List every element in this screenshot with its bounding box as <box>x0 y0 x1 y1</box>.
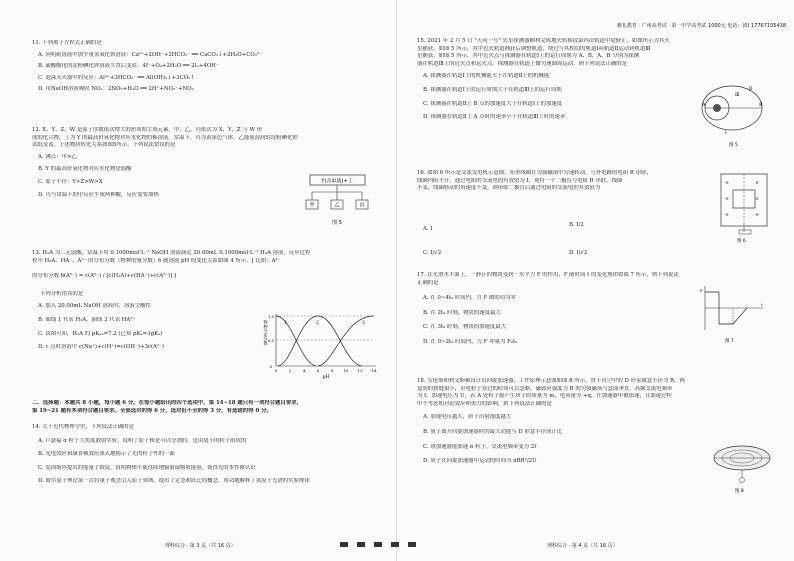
q13-xtick-label: 14 <box>371 368 377 373</box>
q15-option-b: B. 探测器在轨道Ⅰ上的运行周期大于在轨道Ⅲ上的运行周期 <box>423 86 562 93</box>
section-2-instructions <box>32 400 392 415</box>
q13-curve-2: 2 <box>316 321 319 326</box>
registration-mark <box>357 542 365 547</box>
q17-option-d: D. 在 0~2t₀ 时间内，力 F 冲量为 F₀t₀ <box>423 338 518 345</box>
q14-option-b: B. 光电效应和康普顿效应深入地揭示了光的粒子性的一面 <box>38 451 175 458</box>
q15-option-a: A. 探测器在轨道Ⅰ上的机械能大于在轨道Ⅱ上的机械能 <box>423 73 550 80</box>
q13-curve-3: 3 <box>362 321 365 326</box>
registration-mark <box>340 542 348 547</box>
q16-generator-diagram <box>715 170 773 244</box>
q16-line-1: 16. 如图 6 所示是交流发电机示意图，矩形线圈在匀强磁场中匀速转动，与外电路的电阻 R 串联， <box>417 170 652 176</box>
q13-ylabel: 物种分布分数 <box>263 320 269 346</box>
svg-text:t: t <box>761 302 763 307</box>
q12-reaction-diagram <box>290 172 380 232</box>
q12-option-c: C. 原子半径：Y>Z>W>X <box>38 178 103 185</box>
q13-option-b: B. 曲线 1 代表 H₂A，曲线 3 代表 HA²⁻ <box>38 316 136 323</box>
q15-label-b: B <box>759 102 763 108</box>
q13-xtick-label: 10 <box>343 368 349 373</box>
q18-line-4: 中不考虑相对论效应和重力的影响，则下列说法正确的是 <box>417 400 552 407</box>
right-page-header: 雅礼教育 · 广州高考试 · 第一中学高考试 1000元 电话：(0) 17767105438 <box>616 23 786 29</box>
question-14 <box>32 424 392 486</box>
q12-fig-top-label: Y(含单质)+丁 <box>321 178 353 185</box>
q12-fig-node-2: 乙 <box>334 202 340 209</box>
q17-fig-caption: 图 7 <box>725 339 734 344</box>
q15-line-4: 器在轨道Ⅲ上的近火点和远火点。探测器在轨道上做匀速圆周运动，则下列说法正确的是 <box>417 60 628 67</box>
svg-text:×: × <box>755 180 760 186</box>
q13-xtick-label: 2 <box>288 368 292 373</box>
q15-orbit-diagram <box>697 78 767 150</box>
svg-text:×: × <box>725 196 730 202</box>
q17-line-1: 17. 在光滑水平面上，一静止的物块受到一水平力 F 的作用，F 随时间 t 的变化规律如图 7 所示，则下列说法 <box>417 272 679 278</box>
q13-line-2: 程中 H₂A、HA⁻、A²⁻ 的分布分数（物种的量分数）δ 随溶液 pH 的变化关系如图 4 所示。[ 比如：A²⁻ <box>32 257 281 264</box>
q18-line-3: 为 f，加速电压为 U，若 A 处粒子源产生质子的质量为 m、电荷量为 +q，在加速器中被加速，且加速过程 <box>417 393 672 400</box>
q14-stem: 14. 关于近代物理学史，下列说法正确的是 <box>32 424 134 430</box>
q12-fig-node-1: 甲 <box>309 202 315 209</box>
q12-option-b: B. Y 的最高价氧化物对应水化物是弱酸 <box>38 166 132 173</box>
svg-text:×: × <box>755 196 760 202</box>
q18-fig-caption: 图 8 <box>735 489 744 494</box>
q13-line-3: 的分布分数 δ(A²⁻) = c(A²⁻) / [c(H₂A)+c(HA⁻)+c(A²⁻)] ] <box>32 273 177 280</box>
q13-ytick-2: 1.0 <box>267 314 274 319</box>
q15-option-c: C. 探测器在轨道Ⅱ上 B 点的加速度大于在轨道Ⅰ上的加速度 <box>423 100 563 107</box>
q17-option-c: C. 在 3t₀ 时刻，物块的加速度最大 <box>423 324 507 331</box>
svg-text:F: F <box>700 288 703 293</box>
q15-line-1: 15. 2021 年 2 月 5 日 "天问一号" 火星探测器顺利完成地火转移段第四次轨道中途修正，如图所示为其火 <box>417 38 670 44</box>
q12-line-3: 试纸变蓝。上述物质转化关系如图5所示，下列说法错误的是 <box>32 142 176 149</box>
q16-option-c: C. I/√2 <box>423 250 442 256</box>
q18-cyclotron-diagram <box>707 434 777 494</box>
q13-xtick-label: 0 <box>274 368 278 373</box>
q11-option-b: B. 硫酸酸化的淀粉碘化钾溶液久置后变蓝：4I⁻+O₂+2H₂O ══ 2I₂+4OH⁻ <box>38 63 219 70</box>
q13-curve-1: 1 <box>284 321 287 326</box>
q13-xtick-label: 12 <box>357 368 363 373</box>
q18-option-a: A. 加速电压越大，质子出射速度越大 <box>423 414 512 421</box>
svg-text:×: × <box>725 180 730 186</box>
q11-option-d: D. 用NaOH溶液吸收 NO₂：2NO₂+H₂O ══ 2H⁺+NO₃⁻+NO₂ <box>38 86 194 93</box>
right-page-footer: 理科综合 · 第 4 页（共 16 页） <box>547 543 618 549</box>
q17-force-time-graph <box>699 282 767 346</box>
q12-line-1: 12. X、Y、Z、W 是原子序数依次增大的短周期主族元素，甲、乙、丙依次为 X、Y、Z 与 W 形 <box>32 127 263 133</box>
q11-option-a: A. 向明矾溶液中加少量氢氧化钡溶液：Ca²⁺+2OH⁻+2HCO₃⁻ ══ CaCO₃↓+2H₂O+CO₃²⁻ <box>38 51 262 58</box>
q13-option-d: D. c 点时溶液中 c(Na⁺)+c(H⁺)=c(OH⁻)+3c(A²⁻) <box>38 344 165 351</box>
right-page <box>397 0 794 561</box>
q13-xtick-label: 8 <box>330 368 334 373</box>
q13-ytick-0: 0 <box>269 364 272 369</box>
section-2-line-1: 二、选择题：本题共 8 小题，每小题 6 分。在每小题给出的四个选项中，第 14~18 题只有一项符合题目要求， <box>32 400 303 406</box>
section-2-line-2: 第 19~21 题有多项符合题目要求。全部选对的得 6 分，选对但不全的得 3 分，有选错的得 0 分。 <box>32 407 272 414</box>
q15-label-iii: Ⅲ <box>735 93 740 98</box>
q13-line-1: 13. H₂A 为二元弱酸，常温下用 0.1000mol·L⁻¹ NaOH 溶液滴定 20.00mL 0.1000mol·L⁻¹ H₂A 溶液，反应过程 <box>32 250 311 256</box>
q15-label-ii: Ⅱ <box>749 87 753 92</box>
q14-option-c: C. 爱因斯坦提出的能量子假说，说明物体不能连续地辐射或吸收能量，使得光的本性被认识 <box>38 464 256 471</box>
q17-line-2: 正确的是 <box>417 279 439 286</box>
q17-option-a: A. 在 0~4t₀ 时间内，力 F 做的功为零 <box>423 295 516 302</box>
q18-option-c: C. 该加速器能加速 α 粒子，交流电频率变为 2f <box>423 443 537 450</box>
q13-xlabel: pH <box>322 375 330 380</box>
q15-option-d: D. 探测器在轨道Ⅱ上 A 点时的速率小于在轨道Ⅲ上时的速率 <box>423 114 566 121</box>
left-page-footer: 理科综合 · 第 3 页（共 16 页） <box>165 543 236 549</box>
q17-option-b: B. 在 2t₀ 时刻，物块的速度最大 <box>423 309 501 316</box>
q18-option-b: B. 质子离开回旋加速器时的最大动能与 D 形盒半径成正比 <box>423 428 563 435</box>
q12-option-a: A. 沸点：甲>乙 <box>38 153 77 160</box>
q13-xtick-label: 6 <box>316 368 320 373</box>
q14-option-d: D. 玻尔原子理论第一次将量子观念引入原子领域，提出了定态和跃迁的概念，成功地解释了氢原子光谱的实验规律 <box>38 478 310 485</box>
q15-label-a: A <box>702 102 706 108</box>
q16-option-b: B. I/2 <box>569 222 584 228</box>
q14-option-a: A. 卢瑟福 α 粒子大角度散射实验，说明了原子核是可以分割的，是由更小的粒子组成的 <box>38 437 247 444</box>
q16-line-2: 线圈内阻不计，通过电阻的交流电的有效值为 I，现将一个二极管与电阻 R 串联，线圈 <box>417 177 623 184</box>
registration-mark <box>374 542 382 547</box>
svg-text:×: × <box>755 212 760 218</box>
q18-option-d: D. 质子在回旋加速器中运动的时间为 πBR²/2U <box>423 458 537 465</box>
q13-xticks <box>275 368 377 373</box>
q13-distribution-plot <box>262 308 382 380</box>
q11-option-c: C. 泡沫灭火器中的反应：Al³⁺+3HCO₃⁻ ══ Al(OH)₃↓+3CO₂↑ <box>38 74 195 81</box>
q16-fig-caption: 图 6 <box>737 239 746 244</box>
q16-option-a: A. I <box>423 226 433 232</box>
q11-stem: 11. 下列离子方程式正确的是 <box>32 40 102 46</box>
q13-option-a: A. 加入 20.00mL NaOH 溶液时，溶液呈酸性 <box>38 303 151 310</box>
q15-line-2: 星捕获、如图 5 所示，其中近火轨道捕获后调整轨道，绕过与其相切的轨道Ⅰ从轨道Ⅱ运动到轨道Ⅲ <box>417 45 651 52</box>
q13-xtick-label: 4 <box>302 368 306 373</box>
q18-line-2: 盒间的狭缝很小，带电粒子穿过的时间可以忽略，磁感应强度为 B 的匀强磁场与盒面垂直，高频交流电频率 <box>417 385 673 392</box>
q15-label-i: Ⅰ <box>725 131 727 136</box>
q15-line-3: 星捕获。如图 5 所示，其中近火点与探测器在轨道Ⅰ上的运行周期为 A、B，A、B 分别为探测 <box>417 53 640 60</box>
q16-option-d: D. I/√2 <box>569 250 588 256</box>
q13-sub: 下列分析错误的是 <box>40 290 84 297</box>
q12-option-d: D. 丙与常温下的甲反应生成两种酸，反应需要加热 <box>38 191 159 198</box>
q12-fig-caption: 图 5 <box>332 220 342 226</box>
q16-line-3: 不变，线圈转动的角速度不变，则串联二极管后通过电阻的交流电的有效值为 <box>417 185 601 192</box>
q15-fig-caption: 图 5 <box>729 143 738 148</box>
q13-option-c: C. 由图可知，H₂A 的 pKₐ₂=7.2 (已知 pKₐ=-lgKₐ) <box>38 330 163 337</box>
question-11 <box>32 40 392 94</box>
svg-text:×: × <box>725 212 730 218</box>
q13-ytick-1: 0.5 <box>267 338 274 343</box>
q18-line-1: 18. 劳伦斯和利文斯顿设计出回旋加速器，工作原理示意图如图 8 所示，置于真空中的 D 形金属盒半径为 R，两 <box>417 378 685 384</box>
q12-fig-node-3: 丙 <box>359 202 365 209</box>
q12-line-2: 成的化合物，丁为 Y 的最高价氧化物对应水化物的稀溶液。常温下，丙为黄绿色气体，乙能使湿润的淀粉碘化钾 <box>32 134 298 141</box>
